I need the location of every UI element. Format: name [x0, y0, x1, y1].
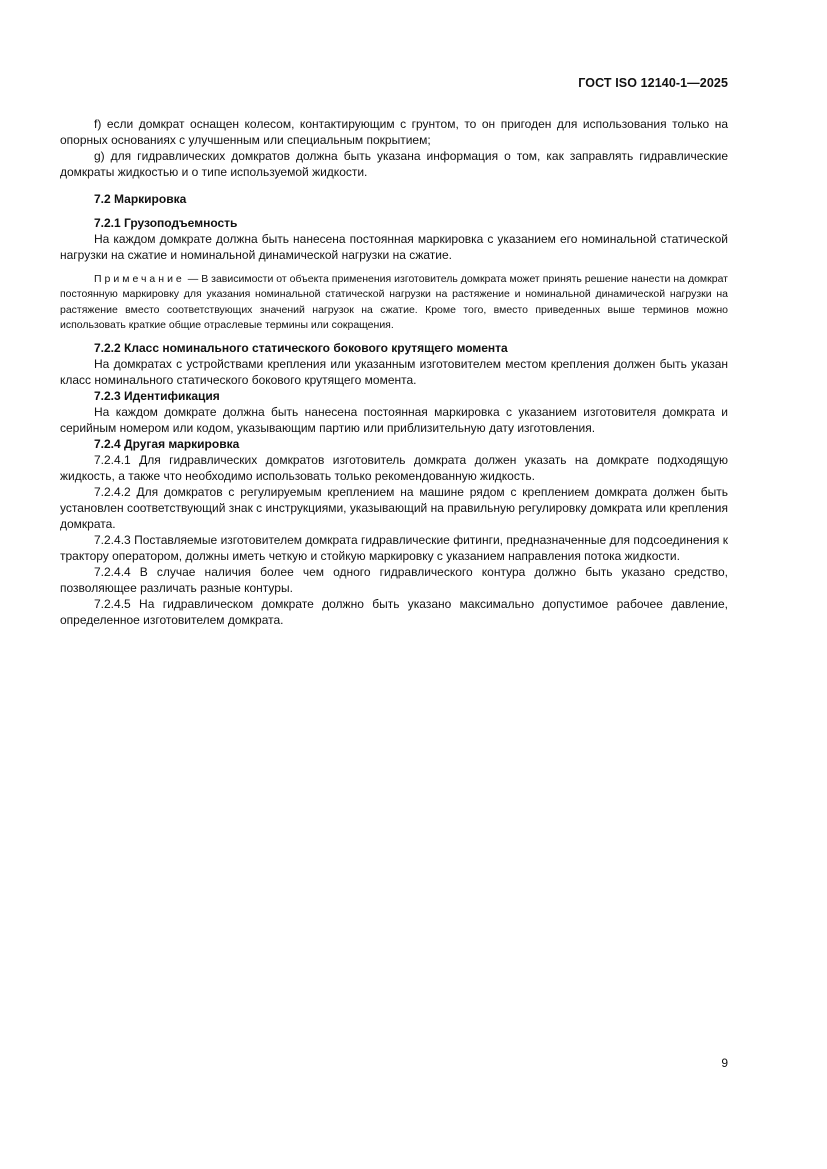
subsection-heading-7-2-2: 7.2.2 Класс номинального статического бокового крутящего момента [94, 341, 508, 356]
paragraph-7-2-4-3: 7.2.4.3 Поставляемые изготовителем домкрата гидравлические фитинги, предназначенные для подсоединения к трактору оператором, должны иметь четкую и стойкую маркировку с указанием направления потока жидкости. [60, 533, 728, 564]
paragraph-7-2-4-5: 7.2.4.5 На гидравлическом домкрате должно быть указано максимально допустимое рабочее давление, определенное изготовителем домкрата. [60, 597, 728, 628]
paragraph-7-2-1: На каждом домкрате должна быть нанесена постоянная маркировка с указанием его номинальной статической нагрузки на сжатие и номинальной динамической нагрузки на сжатие. [60, 232, 728, 262]
paragraph-7-2-3: На каждом домкрате должна быть нанесена постоянная маркировка с указанием изготовителя домкрата и серийным номером или кодом, указывающим партию или приблизительную дату изготовления. [60, 405, 728, 436]
paragraph-7-2-2: На домкратах с устройствами крепления или указанным изготовителем местом крепления должен быть указан класс номинального статического бокового крутящего момента. [60, 357, 728, 388]
note-label: Примечание [94, 273, 185, 285]
list-item-g: g) для гидравлических домкратов должна быть указана информация о том, как заправлять гидравлические домкраты жидкостью и о типе используемой жидкости. [60, 149, 728, 179]
paragraph-7-2-4-4: 7.2.4.4 В случае наличия более чем одного гидравлического контура должно быть указано средство, позволяющее различать разные контуры. [60, 565, 728, 596]
note-7-2-1 [60, 272, 728, 333]
document-header: ГОСТ ISO 12140-1—2025 [578, 76, 728, 90]
note-text: — В зависимости от объекта применения изготовитель домкрата может принять решение нанести на домкрат постоянную маркировку для указания номинальной статической нагрузки на растяжение и номинальной динамической нагрузки на растяжение вместо соответствующих значений нагрузок на сжатие. Кроме того, вместо приведенных выше терминов можно использовать краткие общие отраслевые термины или сокращения. [60, 273, 728, 331]
subsection-heading-7-2-1: 7.2.1 Грузоподъемность [94, 216, 238, 230]
section-heading-7-2: 7.2 Маркировка [94, 192, 187, 206]
paragraph-7-2-4-2: 7.2.4.2 Для домкратов с регулируемым креплением на машине рядом с креплением домкрата должен быть установлен соответствующий знак с инструкциями, указывающий на правильную регулировку домкрата или крепления домкрата. [60, 485, 728, 532]
list-item-f: f) если домкрат оснащен колесом, контактирующим с грунтом, то он пригоден для использования только на опорных основаниях с улучшенным или специальным покрытием; [60, 117, 728, 147]
page-number: 9 [721, 1056, 728, 1070]
paragraph-7-2-4-1: 7.2.4.1 Для гидравлических домкратов изготовитель домкрата должен указать на домкрате подходящую жидкость, а также что необходимо использовать только рекомендованную жидкость. [60, 453, 728, 484]
subsection-heading-7-2-4: 7.2.4 Другая маркировка [94, 437, 240, 452]
document-body [60, 116, 728, 628]
subsection-heading-7-2-3: 7.2.3 Идентификация [94, 389, 220, 404]
